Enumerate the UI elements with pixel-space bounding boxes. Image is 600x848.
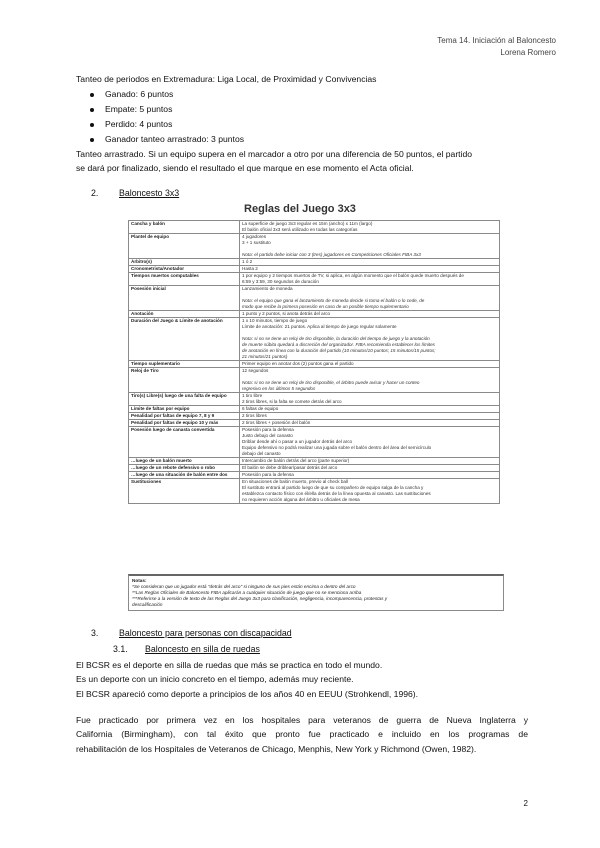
bcsr-line-2: Es un deporte con un inicio concreto en el tiempo, además muy reciente. xyxy=(76,674,354,684)
bullet-icon xyxy=(90,108,94,112)
rule-note: Nota: si no se tiene un reloj de tiro disponible, la duración del tiempo de juego y la anotación de muerte súbita quedará a discreción del organizador. FIBA recomienda establecer los límites de anotación en línea con la duración del partido (10 minutos/10 puntos; 15 minutos/15 puntos; 21 minutos/21 puntos) xyxy=(242,336,436,359)
rules-row xyxy=(129,458,500,465)
rule-text xyxy=(240,368,500,393)
bullet-text: Empate: 5 puntos xyxy=(105,104,173,114)
rule-label: Plantel de equipo xyxy=(129,234,240,259)
rule-text: El balón se debe driblear/pasar detrás del arco xyxy=(240,465,500,472)
rule-label: Tiempos muertos computables xyxy=(129,273,240,286)
bullet-text: Ganador tanteo arrastrado: 3 puntos xyxy=(105,134,245,144)
section-3-1-heading xyxy=(113,643,260,656)
section-number: 3.1. xyxy=(113,644,128,654)
rules-row xyxy=(129,427,500,458)
rule-text-main: 1 x 10 minutos, tiempo de juego Límite de anotación: 21 puntos. Aplica al tiempo de juego regular solamente xyxy=(242,318,397,329)
rule-text: 1 ó 2 xyxy=(240,259,500,266)
rule-label: Cronometrista/Anotador xyxy=(129,266,240,273)
rules-row xyxy=(129,318,500,361)
note-line: descalificación xyxy=(132,602,163,607)
rules-row xyxy=(129,361,500,368)
rules-row xyxy=(129,234,500,259)
rules-table xyxy=(128,220,500,504)
bcsr-line-1: El BCSR es el deporte en silla de ruedas que más se practica en todo el mundo. xyxy=(76,660,383,670)
rules-row xyxy=(129,465,500,472)
drag-rule-line1: Tanteo arrastrado. Si un equipo supera en el marcador a otro por una diferencia de 50 puntos, el partido xyxy=(76,149,473,159)
rule-text-main: 4 jugadores 3 + 1 sustituto xyxy=(242,234,271,245)
rule-text xyxy=(240,234,500,259)
bullet-icon xyxy=(90,123,94,127)
rules-row xyxy=(129,406,500,413)
rule-text: 1 por equipo y 2 tiempos muertos de TV, si aplica, en algún momento que el balón quede muerto después de 6:59 y 3:59, 30 segundos de duración xyxy=(240,273,500,286)
header-topic: Tema 14. Iniciación al Baloncesto xyxy=(437,36,556,45)
bullet-lost xyxy=(90,118,172,131)
bullet-drag-winner xyxy=(90,133,244,146)
rule-label: Reloj de Tiro xyxy=(129,368,240,393)
section-title: Baloncesto 3x3 xyxy=(119,188,180,198)
rule-label: Sustituciones xyxy=(129,479,240,504)
note-line: *Se consideran que un jugador está "detrás del arco" si ninguno de sus pies están encima o dentro del arco xyxy=(132,584,356,589)
rules-row xyxy=(129,472,500,479)
rules-row xyxy=(129,286,500,311)
rule-label: Anotación xyxy=(129,311,240,318)
rule-text: Posesión para la defensa xyxy=(240,472,500,479)
rule-label: Tiempo suplementario xyxy=(129,361,240,368)
rule-text xyxy=(240,286,500,311)
rule-label: …luego de una situación de balón entre dos xyxy=(129,472,240,479)
section-title: Baloncesto para personas con discapacidad xyxy=(119,628,292,638)
rule-label: Árbitro(s) xyxy=(129,259,240,266)
bcsr-paragraph-line-3: rehabilitación de los Hospitales de Veteranos de Chicago, Menphis, New York y Richmond (Owen, 1982). xyxy=(76,744,477,754)
page-header xyxy=(437,35,556,59)
rule-text: En situaciones de balón muerto, previo al check ball El sustituto entrará al partido luego de que su compañero de equipo salga de la cancha y establezca contacto físico con él/ella detrás de la línea opuesta al canasto. Las sustituciones no requieren acción alguna del árbitro u oficiales de mesa xyxy=(240,479,500,504)
section-number: 2. xyxy=(91,188,99,198)
rules-row xyxy=(129,413,500,420)
rule-label: Tiro(s) Libre(s) luego de una falta de equipo xyxy=(129,393,240,406)
note-line: ***Referirse a la versión de texto de las Reglas del Juego 3x3 para clasificación, negligencia, incomparecencia, protestas y xyxy=(132,596,388,601)
header-author: Lorena Romero xyxy=(500,48,556,57)
bullet-draw xyxy=(90,103,172,116)
notes-title: Notas: xyxy=(132,578,147,583)
rule-text: Hasta 2 xyxy=(240,266,500,273)
bullet-text: Ganado: 6 puntos xyxy=(105,89,174,99)
bullet-icon xyxy=(90,93,94,97)
rules-row xyxy=(129,393,500,406)
rules-row xyxy=(129,259,500,266)
rule-text: 2 tiros libres xyxy=(240,413,500,420)
rule-text-main: Lanzamiento de moneda xyxy=(242,286,293,291)
rules-row xyxy=(129,479,500,504)
rule-text: Posesión para la defensa Justo debajo del canasto Driblar desde ahí o pasar a un jugador detrás del arco Equipo defensivo no podrá realizar una jugada sobre el balón dentro del área del semicírculo debajo del canasto xyxy=(240,427,500,458)
rule-text: Intercambio de balón detrás del arco (parte superior) xyxy=(240,458,500,465)
section-2-heading xyxy=(91,187,179,200)
rule-text: 2 tiros libres + posesión del balón xyxy=(240,420,500,427)
rule-label: …luego de un balón muerto xyxy=(129,458,240,465)
rules-row xyxy=(129,368,500,393)
rule-label: Límite de faltas por equipo xyxy=(129,406,240,413)
rule-text: La superficie de juego 3x3 regular es 15m (ancho) x 11m (largo) El balón oficial 3x3 será utilizado en todas las categorías xyxy=(240,221,500,234)
rule-text: 1 tiro libre 2 tiros libres, si la falta se comete detrás del arco xyxy=(240,393,500,406)
section-number: 3. xyxy=(91,628,99,638)
rule-text-main: 12 segundos xyxy=(242,368,269,373)
rule-note: Nota: si no se tiene un reloj de tiro disponible, el árbitro puede avisar y hacer un conteo regresivo en los últimos 5 segundos xyxy=(242,380,420,391)
bcsr-paragraph-line-2: California (Birmingham), con tal éxito que pronto fue practicado e incluido en los programas de xyxy=(76,729,528,739)
section-3-heading xyxy=(91,627,292,640)
page-number: 2 xyxy=(523,799,528,808)
rule-label: Penalidad por faltas de equipo 7, 8 y 9 xyxy=(129,413,240,420)
rules-row xyxy=(129,420,500,427)
rule-text: Primer equipo en anotar dos (2) puntos gana el partido xyxy=(240,361,500,368)
rule-text: 6 faltas de equipo xyxy=(240,406,500,413)
rules-notes xyxy=(128,574,504,611)
rule-note: Nota: el equipo que gana el lanzamiento de moneda decide si toma el balón o lo cede, de modo que recibe la primera posesión en caso de un posible tiempo suplementario xyxy=(242,298,425,309)
bullet-won xyxy=(90,88,173,101)
rule-label: Penalidad por faltas de equipo 10 y más xyxy=(129,420,240,427)
rule-note: Nota: el partido debe iniciar con 3 (tres) jugadores en Competiciones Oficiales FIBA 3x3 xyxy=(242,252,421,257)
bcsr-line-3: El BCSR apareció como deporte a principios de los años 40 en EEUU (Strohkendl, 1996). xyxy=(76,689,419,699)
rules-row xyxy=(129,266,500,273)
bullet-text: Perdido: 4 puntos xyxy=(105,119,173,129)
rules-row xyxy=(129,273,500,286)
rule-label: Posesión luego de canasta convertida xyxy=(129,427,240,458)
rule-label: …luego de un rebote defensivo o robo xyxy=(129,465,240,472)
rule-label: Duración del Juego & Límite de anotación xyxy=(129,318,240,361)
rules-row xyxy=(129,311,500,318)
rule-text xyxy=(240,318,500,361)
note-line: **Las Reglas Oficiales de Baloncesto FIBA aplicarán a cualquier situación de juego que no se menciona arriba xyxy=(132,590,362,595)
rules-title: Reglas del Juego 3x3 xyxy=(244,203,356,215)
rule-label: Posesión inicial xyxy=(129,286,240,311)
rule-text: 1 punto y 2 puntos, si anota detrás del arco xyxy=(240,311,500,318)
rules-row xyxy=(129,221,500,234)
section-title: Baloncesto en silla de ruedas xyxy=(145,644,260,654)
drag-rule-line2: se dará por finalizado, siendo el resultado el que marque en ese momento el Acta oficial. xyxy=(76,163,414,173)
scoring-intro: Tanteo de periodos en Extremadura: Liga Local, de Proximidad y Convivencias xyxy=(76,74,377,84)
bcsr-paragraph-line-1: Fue practicado por primera vez en los hospitales para veteranos de guerra de Nueva Inglaterra y xyxy=(76,715,528,725)
bullet-icon xyxy=(90,138,94,142)
rule-label: Cancha y balón xyxy=(129,221,240,234)
